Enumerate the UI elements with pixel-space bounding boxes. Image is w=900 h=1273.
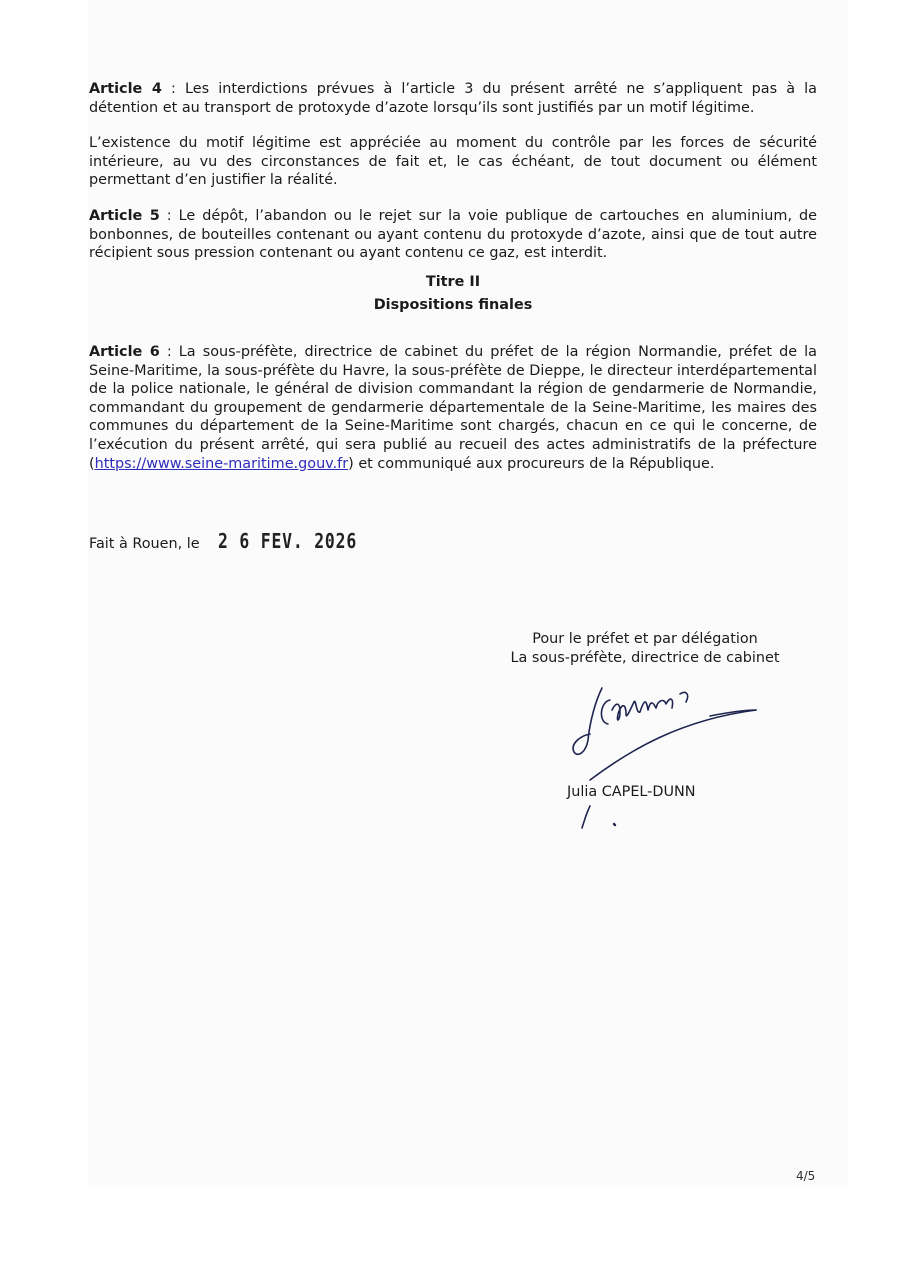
signature-line-2: La sous-préfète, directrice de cabinet xyxy=(510,649,780,666)
article-6-text-after: ) et communiqué aux procureurs de la République. xyxy=(348,455,715,472)
signer-name: Julia CAPEL-DUNN xyxy=(567,784,696,800)
title-block xyxy=(89,273,817,315)
page-number: 4/5 xyxy=(796,1169,816,1183)
signature-line-1: Pour le préfet et par délégation xyxy=(532,631,758,647)
date-line xyxy=(89,529,387,553)
article-4-label: Article 4 xyxy=(89,81,162,97)
article-5-label: Article 5 xyxy=(89,207,160,224)
article-4-text: : Les interdictions prévues à l’article 3 du présent arrêté ne s’appliquent pas à la détention et au transport de protoxyde d’azote lorsqu’ils sont justifiés par un motif légitime. xyxy=(89,81,817,116)
title-line-2: Dispositions finales xyxy=(373,297,533,314)
document-body xyxy=(89,80,817,490)
paragraph-motif: L’existence du motif légitime est appréciée au moment du contrôle par les forces de sécurité intérieure, au vu des circonstances de fait et, le cas échéant, de tout document ou élément permettant d’en justifier la réalité. xyxy=(89,135,817,189)
article-5 xyxy=(89,207,817,263)
signature-block xyxy=(480,630,810,667)
date-stamp: 2 6 FEV. 2026 xyxy=(217,529,357,553)
article-6-label: Article 6 xyxy=(89,343,160,360)
article-6-text-before: : La sous-préfète, directrice de cabinet du préfet de la région Normandie, préfet de la Seine-Maritime, la sous-préfète du Havre, la sous-préfète de Dieppe, le directeur interdépartemental de la police nationale, le général de division commandant la région de gendarmerie de Normandie, commandant du groupement de gendarmerie départementale de la Seine-Maritime, les maires des communes du département de la Seine-Maritime sont chargés, chacun en ce qui le concerne, de l’exécution du présent arrêté, qui sera publié au recueil des actes administratifs de la préfecture ( xyxy=(89,343,817,472)
article-5-text: : Le dépôt, l’abandon ou le rejet sur la voie publique de cartouches en aluminium, de bonbonnes, de bouteilles contenant ou ayant contenu du protoxyde d’azote, ainsi que de tout autre récipient sous pression contenant ou ayant contenu ce gaz, est interdit. xyxy=(89,207,818,262)
article-4 xyxy=(89,80,817,117)
article-6 xyxy=(89,343,817,473)
handwritten-signature xyxy=(560,680,770,830)
title-line-1: Titre II xyxy=(425,273,481,290)
prefecture-link[interactable]: https://www.seine-maritime.gouv.fr xyxy=(94,455,349,472)
date-prefix: Fait à Rouen, le xyxy=(89,536,200,552)
